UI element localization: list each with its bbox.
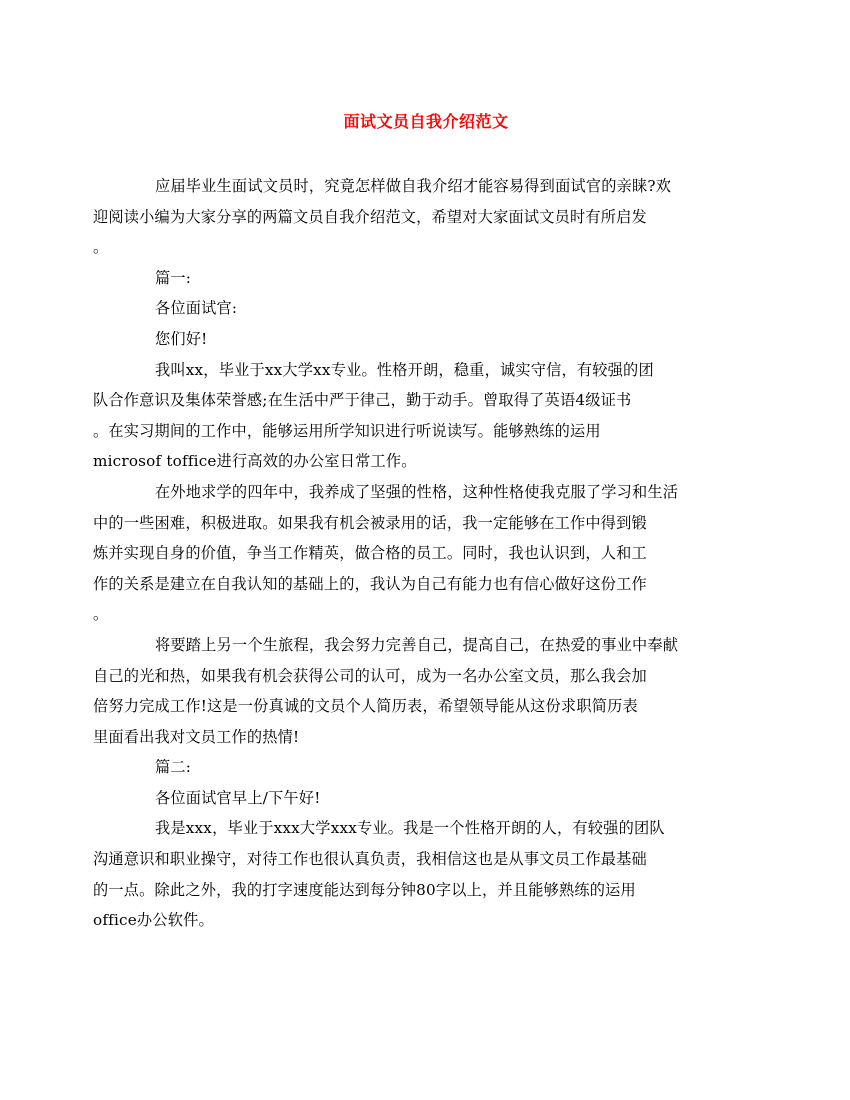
paragraph-line: 里面看出我对文员工作的热情! — [93, 727, 300, 746]
paragraph-line: 自己的光和热，如果我有机会获得公司的认可，成为一名办公室文员，那么我会加 — [93, 666, 647, 685]
paragraph — [124, 263, 728, 294]
paragraph-line: 迎阅读小编为大家分享的两篇文员自我介绍范文，希望对大家面试文员时有所启发 — [93, 207, 647, 226]
paragraph-line: 。在实习期间的工作中，能够运用所学知识进行听说读写。能够熟练的运用 — [93, 421, 601, 440]
paragraph-line: 中的一些困难，积极进取。如果我有机会被录用的话，我一定能够在工作中得到锻 — [93, 513, 647, 532]
paragraph-line: 您们好! — [155, 329, 208, 348]
paragraph-line: 篇一: — [155, 268, 192, 287]
paragraph — [124, 783, 728, 814]
paragraph-line: 应届毕业生面试文员时，究竟怎样做自我介绍才能容易得到面试官的亲睐?欢 — [155, 177, 672, 195]
document-body — [93, 171, 728, 936]
paragraph-line: 沟通意识和职业操守，对待工作也很认真负责，我相信这也是从事文员工作最基础 — [93, 850, 647, 869]
paragraph — [93, 813, 728, 935]
paragraph — [93, 630, 728, 752]
paragraph-line: 炼并实现自身的价值，争当工作精英，做合格的员工。同时，我也认识到，人和工 — [93, 544, 647, 563]
paragraph — [93, 477, 728, 630]
paragraph-line: office办公软件。 — [93, 911, 214, 930]
paragraph-line: 队合作意识及集体荣誉感;在生活中严于律己，勤于动手。曾取得了英语4级证书 — [93, 391, 632, 410]
paragraph-line: 倍努力完成工作!这是一份真诚的文员个人简历表，希望领导能从这份求职简历表 — [93, 697, 638, 716]
paragraph-line: 在外地求学的四年中，我养成了坚强的性格，这种性格使我克服了学习和生活 — [155, 482, 679, 501]
paragraph-line: 各位面试官早上/下午好! — [155, 788, 321, 807]
paragraph-line: 。 — [93, 605, 109, 624]
paragraph-line: 我叫xx，毕业于xx大学xx专业。性格开朗，稳重，诚实守信，有较强的团 — [155, 360, 654, 379]
paragraph-line: 篇二: — [155, 758, 192, 777]
paragraph-line: microsof toffice进行高效的办公室日常工作。 — [93, 452, 417, 471]
document-title: 面试文员自我介绍范文 — [343, 112, 509, 131]
paragraph-line: 我是xxx，毕业于xxx大学xxx专业。我是一个性格开朗的人，有较强的团队 — [155, 819, 665, 838]
paragraph-line: 的一点。除此之外，我的打字速度能达到每分钟80字以上，并且能够熟练的运用 — [93, 880, 636, 899]
paragraph — [93, 171, 728, 263]
paragraph — [124, 324, 728, 355]
paragraph-line: 各位面试官: — [155, 299, 238, 318]
paragraph — [93, 355, 728, 477]
paragraph-line: 作的关系是建立在自我认知的基础上的，我认为自己有能力也有信心做好这份工作 — [93, 574, 647, 593]
paragraph-line: 将要踏上另一个生旅程，我会努力完善自己，提高自己，在热爱的事业中奉献 — [155, 635, 679, 654]
paragraph-line: 。 — [93, 238, 109, 257]
paragraph — [124, 752, 728, 783]
paragraph — [124, 293, 728, 324]
